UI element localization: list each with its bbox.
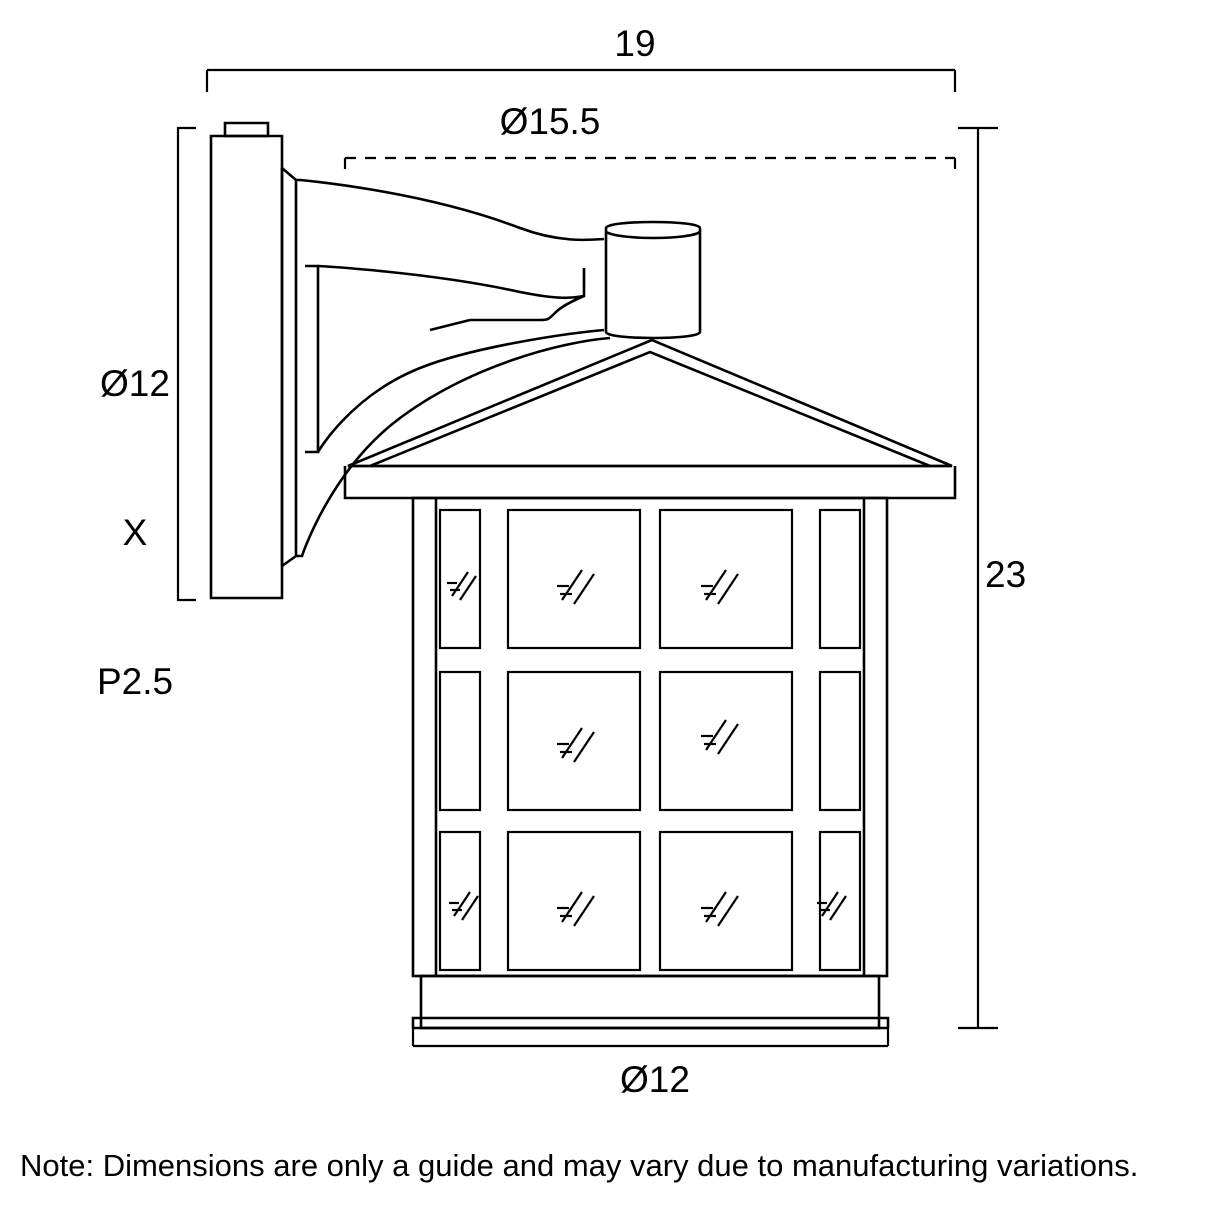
- lantern-glass-grid: [440, 510, 860, 970]
- lantern-body-frame: [413, 498, 887, 976]
- top-cap-cylinder: [606, 222, 700, 338]
- dimension-line-dia155: [345, 158, 955, 178]
- dimension-line-width-top: [207, 70, 955, 92]
- manufacturing-note: Note: Dimensions are only a guide and may vary due to manufacturing variations.: [20, 1148, 1139, 1183]
- lantern-base: [413, 976, 888, 1028]
- dimension-label-diameter-bottom: Ø12: [620, 1059, 690, 1100]
- thread-spec-label: [50, 275, 220, 791]
- glass-reflection-marks: [447, 570, 846, 926]
- wall-mount-plate: [211, 123, 296, 598]
- thread-spec-line-3: P2.5: [96, 661, 174, 703]
- mounting-arm: [296, 180, 610, 556]
- dimension-label-diameter-top: Ø15.5: [499, 101, 601, 142]
- lantern-roof: [345, 340, 955, 498]
- dimension-label-width-top: 19: [614, 23, 656, 64]
- thread-spec-line-2: X: [122, 512, 148, 554]
- thread-spec-line-1: Ø12: [100, 363, 170, 405]
- dimension-label-height: 23: [985, 554, 1027, 595]
